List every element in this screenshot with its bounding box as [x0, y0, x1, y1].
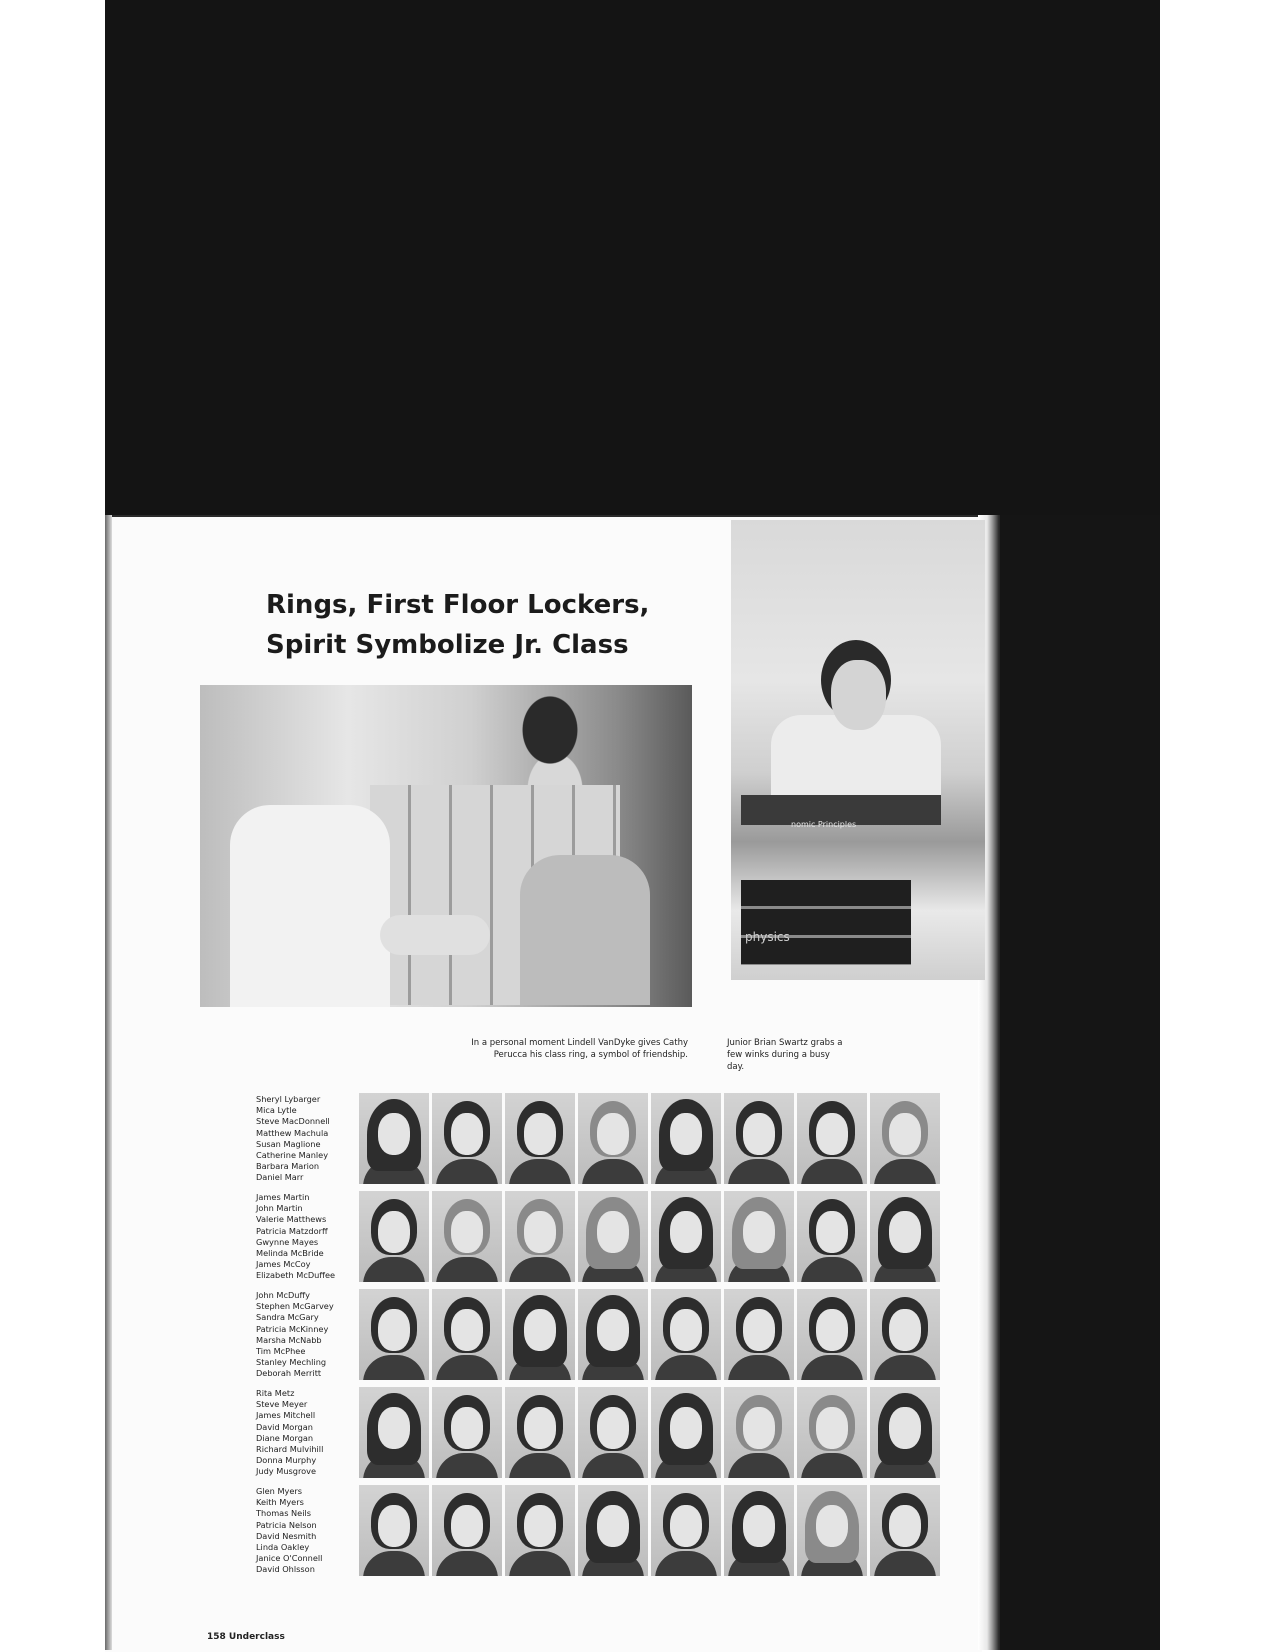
- student-portrait: [432, 1387, 502, 1478]
- student-portrait: [359, 1485, 429, 1576]
- student-portrait: [870, 1289, 940, 1380]
- student-portrait: [724, 1387, 794, 1478]
- student-name: Melinda McBride: [256, 1248, 324, 1259]
- student-portrait: [359, 1289, 429, 1380]
- student-portrait: [651, 1485, 721, 1576]
- book-stack-bottom: [741, 880, 911, 965]
- ring-photo-caption: In a personal moment Lindell VanDyke gives Cathy Perucca his class ring, a symbol of friendship.: [471, 1037, 688, 1060]
- student-name: Sandra McGary: [256, 1312, 319, 1323]
- student-name: Patricia Nelson: [256, 1519, 317, 1530]
- student-name: David Nesmith: [256, 1530, 317, 1541]
- student-name: Elizabeth McDuffee: [256, 1270, 336, 1281]
- student-portrait: [505, 1387, 575, 1478]
- scan-right-dark-band: [1000, 515, 1160, 1650]
- student-portrait: [870, 1387, 940, 1478]
- boy-figure: [230, 805, 390, 1007]
- student-name: David Morgan: [256, 1421, 313, 1432]
- name-list-row-1: [256, 1094, 361, 1184]
- page-title-line-2: Spirit Symbolize Jr. Class: [266, 630, 629, 660]
- name-list-row-2: [256, 1192, 361, 1282]
- student-portrait: [797, 1191, 867, 1282]
- student-portrait: [578, 1093, 648, 1184]
- student-name: Donna Murphy: [256, 1455, 317, 1466]
- student-name: Mica Lytle: [256, 1105, 297, 1116]
- student-portrait: [359, 1387, 429, 1478]
- student-portrait: [432, 1289, 502, 1380]
- student-portrait: [578, 1485, 648, 1576]
- student-portrait: [578, 1191, 648, 1282]
- student-name: Susan Maglione: [256, 1138, 321, 1149]
- student-name: Glen Myers: [256, 1486, 303, 1496]
- student-portrait: [359, 1093, 429, 1184]
- student-name: Richard Mulvihill: [256, 1444, 324, 1455]
- book-title-physics: physics: [745, 930, 790, 944]
- student-portrait: [797, 1289, 867, 1380]
- class-ring-photo: [200, 685, 692, 1007]
- student-name: Patricia McKinney: [256, 1323, 329, 1334]
- student-portrait: [505, 1191, 575, 1282]
- student-portrait: [724, 1485, 794, 1576]
- student-name: Rita Metz: [256, 1388, 295, 1398]
- student-name: James Martin: [256, 1192, 310, 1202]
- student-portrait-grid: [359, 1093, 941, 1577]
- student-name: John Martin: [256, 1203, 303, 1214]
- name-list-row-3: [256, 1290, 361, 1380]
- student-name: Valerie Matthews: [256, 1214, 327, 1225]
- student-name: James Mitchell: [256, 1410, 316, 1421]
- student-name: Steve MacDonnell: [256, 1116, 330, 1127]
- student-name: Marsha McNabb: [256, 1334, 322, 1345]
- student-portrait: [578, 1387, 648, 1478]
- student-name: James McCoy: [256, 1259, 311, 1270]
- student-name: Deborah Merritt: [256, 1368, 322, 1379]
- student-name: Matthew Machula: [256, 1127, 329, 1138]
- student-portrait: [578, 1289, 648, 1380]
- student-portrait: [797, 1093, 867, 1184]
- student-name: Judy Musgrove: [256, 1466, 317, 1477]
- girl-figure: [520, 855, 650, 1005]
- student-portrait: [359, 1191, 429, 1282]
- student-portrait: [724, 1191, 794, 1282]
- page-footer-folio: 158 Underclass: [207, 1632, 285, 1642]
- scan-dark-background: [105, 0, 1160, 520]
- hands: [380, 915, 490, 955]
- student-portrait: [797, 1387, 867, 1478]
- student-name: Linda Oakley: [256, 1542, 310, 1553]
- student-name: Daniel Marr: [256, 1172, 304, 1183]
- student-portrait: [724, 1289, 794, 1380]
- student-name: Catherine Manley: [256, 1150, 329, 1161]
- student-name: Steve Meyer: [256, 1399, 308, 1410]
- student-portrait: [505, 1289, 575, 1380]
- book-title-econ: nomic Principles: [791, 820, 857, 829]
- brian-swartz-photo: [731, 520, 985, 980]
- student-name: Tim McPhee: [256, 1346, 306, 1357]
- student-face: [831, 660, 886, 730]
- swartz-photo-caption: Junior Brian Swartz grabs a few winks during a busy day.: [727, 1037, 843, 1072]
- student-name: Diane Morgan: [256, 1432, 314, 1443]
- page-title-line-1: Rings, First Floor Lockers,: [266, 590, 650, 620]
- student-portrait: [724, 1093, 794, 1184]
- student-name: David Ohlsson: [256, 1564, 315, 1575]
- student-portrait: [432, 1191, 502, 1282]
- student-name: Thomas Neils: [256, 1508, 312, 1519]
- student-name: Keith Myers: [256, 1497, 304, 1508]
- student-portrait: [797, 1485, 867, 1576]
- student-portrait: [432, 1093, 502, 1184]
- name-list-row-4: [256, 1388, 361, 1478]
- student-portrait: [432, 1485, 502, 1576]
- student-portrait: [651, 1387, 721, 1478]
- student-name: Gwynne Mayes: [256, 1236, 319, 1247]
- student-portrait: [651, 1289, 721, 1380]
- page-title: [266, 585, 686, 665]
- page-gutter-shadow: [105, 515, 112, 1650]
- student-portrait: [870, 1485, 940, 1576]
- student-name: Patricia Matzdorff: [256, 1225, 328, 1236]
- student-portrait: [870, 1093, 940, 1184]
- student-name: Barbara Marion: [256, 1161, 320, 1172]
- student-name: Janice O'Connell: [256, 1553, 323, 1564]
- student-name: Stanley Mechling: [256, 1357, 327, 1368]
- student-portrait: [505, 1093, 575, 1184]
- student-portrait: [505, 1485, 575, 1576]
- student-portrait: [651, 1093, 721, 1184]
- name-list-row-5: [256, 1486, 361, 1576]
- student-portrait: [870, 1191, 940, 1282]
- student-name: Sheryl Lybarger: [256, 1094, 321, 1104]
- student-portrait: [651, 1191, 721, 1282]
- student-name: Stephen McGarvey: [256, 1301, 334, 1312]
- student-name: John McDuffy: [256, 1290, 310, 1300]
